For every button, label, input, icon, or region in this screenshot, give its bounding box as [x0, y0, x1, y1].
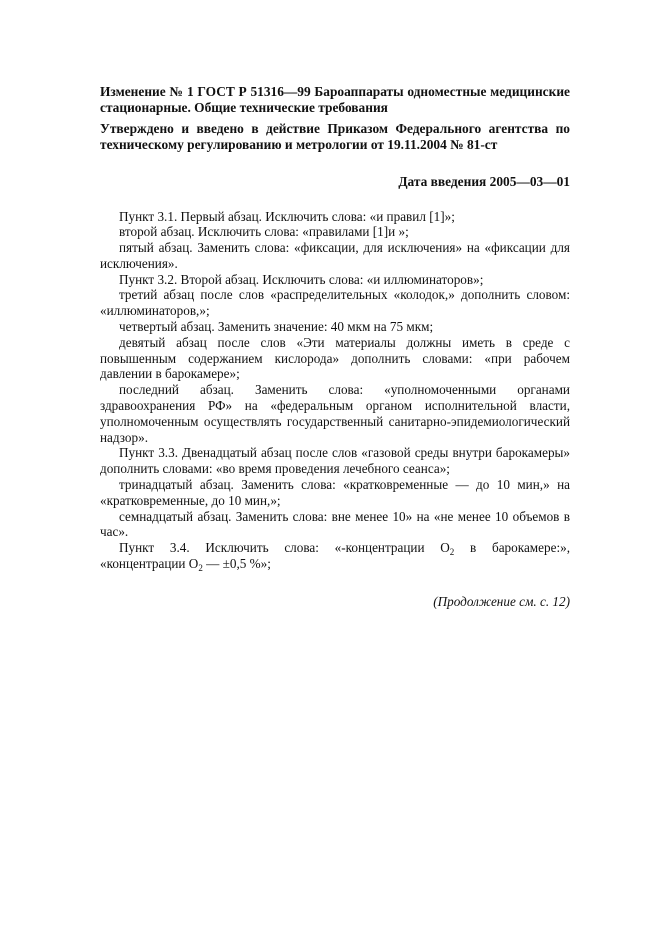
- paragraph-clause-3-3-seventeenth: семнадцатый абзац. Заменить слова: вне менее 10» на «не менее 10 объемов в час».: [100, 508, 570, 540]
- subscript-2-first: 2: [449, 547, 455, 558]
- continued-note: (Продолжение см. с. 12): [433, 593, 570, 609]
- paragraph-clause-3-4: [100, 540, 570, 572]
- paragraph-clause-3-1-fifth: пятый абзац. Заменить слова: «фиксации, для исключения» на «фиксации для исключения».: [100, 240, 570, 271]
- paragraph-clause-3-3-thirteenth: тринадцатый абзац. Заменить слова: «кратковременные — до 10 мин,» на «кратковременные, до 10 мин,»;: [100, 477, 570, 508]
- effective-date: Дата введения 2005—03—01: [398, 174, 570, 189]
- paragraph-clause-3-2-third: третий абзац после слов «распределительных «колодок,» дополнить словом: «иллюминаторов,»;: [100, 287, 570, 319]
- paragraph-clause-3-1-first: Пункт 3.1. Первый абзац. Исключить слова: «и правил [1]»;: [119, 208, 455, 224]
- paragraph-clause-3-1-second: второй абзац. Исключить слова: «правилами [1]и »;: [119, 224, 409, 240]
- document-page: [100, 84, 570, 623]
- paragraph-clause-3-2-last: последний абзац. Заменить слова: «уполномоченными органами здравоохранения РФ» на «федеральным органом исполнительной власти, уполномоченным осуществлять государственный санитарно-эпидемиологический надзор».: [100, 382, 570, 445]
- paragraph-clause-3-2-ninth: девятый абзац после слов «Эти материалы должны иметь в среде с повышенным содержанием кислорода» дополнить словами: «при рабочем давлении в барокамере»;: [100, 334, 570, 382]
- amendment-title: Изменение № 1 ГОСТ Р 51316—99 Бароаппараты одноместные медицинские стационарные. Общие технические требования: [100, 84, 570, 115]
- subscript-2-second: 2: [198, 563, 203, 574]
- paragraph-clause-3-2-second: Пункт 3.2. Второй абзац. Исключить слова: «и иллюминаторов»;: [119, 271, 484, 287]
- paragraph-clause-3-3-twelfth: Пункт 3.3. Двенадцатый абзац после слов «газовой среды внутри барокамеры» дополнить словами: «во время проведения лечебного сеанса»;: [100, 445, 570, 477]
- clause-3-4-text-a: Пункт 3.4. Исключить слова: «-концентрации О: [119, 540, 450, 556]
- clause-3-4-text-b: в барокамере:», «концентрации О: [100, 540, 570, 572]
- approval-statement: Утверждено и введено в действие Приказом Федерального агентства по техническому регулированию и метрологии от 19.11.2004 № 81-ст: [100, 121, 570, 152]
- paragraph-clause-3-2-fourth: четвертый абзац. Заменить значение: 40 мкм на 75 мкм;: [119, 319, 434, 335]
- clause-3-4-text-c: — ±0,5 %»;: [202, 556, 271, 572]
